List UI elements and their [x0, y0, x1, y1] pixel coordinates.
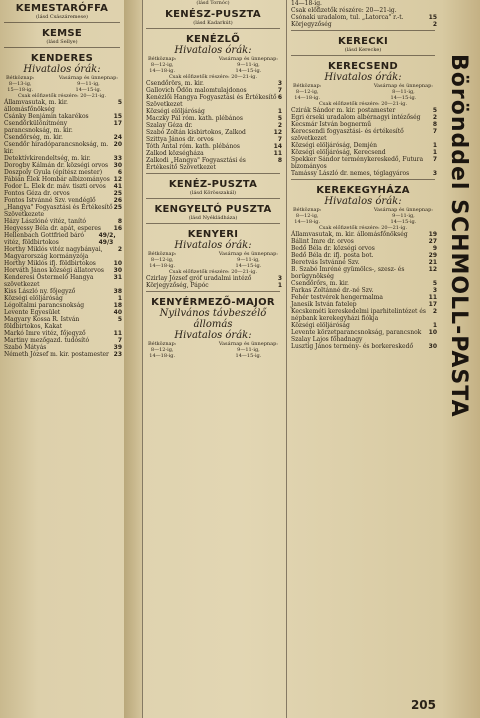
entry-number: 25	[113, 190, 122, 197]
entry-number: 9	[432, 245, 437, 252]
entry-number: 1	[432, 142, 437, 149]
office-hours	[142, 341, 284, 359]
sunday-hours: Vasárnap és ünnepnap: 8—11-ig, 14—15-ig.	[373, 83, 433, 101]
entry-name: Beretvás Istvánné Szv.	[291, 259, 360, 266]
entry-number: 30	[113, 162, 122, 169]
office-hours-title: Hivatalos órák:	[174, 45, 252, 56]
directory-entry	[287, 121, 439, 128]
entry-number: 12	[113, 176, 122, 183]
entry-name: Kecskeméti kereskedelmi iparhitelintézet és népbank kerekegyházi fiókja	[291, 308, 426, 322]
section-header: KENÉZLŐ	[185, 34, 240, 45]
entry-name: Szabó Zoltán kisbirtokos, Zalkod	[146, 129, 246, 136]
divider	[291, 179, 435, 180]
directory-entry	[0, 274, 124, 288]
directory-entry	[0, 316, 124, 330]
entry-number: 8	[117, 218, 122, 225]
subscriber-note: Csak előfizetők részére: 20—21-ig.	[318, 101, 408, 107]
entry-number: 15	[428, 14, 437, 21]
public-station-label: Nyilvános távbeszélő állomás	[159, 308, 267, 330]
section-header: KENYERI	[187, 229, 239, 240]
directory-entry	[142, 157, 284, 171]
entry-number: 30	[428, 343, 437, 350]
entry-number: 33	[113, 155, 122, 162]
entry-name: Czirák Sándor m. kir. postamester	[291, 107, 396, 114]
entry-name: Községi elöljáróság, Kerecsend	[291, 149, 386, 156]
sunday-hours: Vasárnap és ünnepnap: 9—11-ig, 14—15-ig.	[373, 207, 433, 225]
directory-entry	[142, 136, 284, 143]
sunday-hours: Vasárnap és ünnepnap: 9—11-ig, 14—15-ig.	[58, 75, 118, 93]
entry-name: Gallovich Ödön malomtulajdonos	[146, 87, 247, 94]
section-sub: (lásd Körösszakál)	[189, 190, 237, 196]
directory-entry	[142, 129, 284, 136]
directory-entry	[287, 128, 439, 142]
directory-entry	[0, 204, 124, 218]
entry-number: 8	[432, 121, 437, 128]
column-right	[287, 0, 439, 718]
entry-name: Csónaki uradalom, tul. „Latorca" r.-t.	[291, 14, 404, 21]
entry-name: Községi elöljáróság	[4, 295, 63, 302]
entry-number: 12	[273, 129, 282, 136]
entry-number: 15	[113, 113, 122, 120]
entry-name: Hellenbach Gottfried báró vitéz, földbirtokos	[4, 232, 85, 246]
entry-number: 39	[113, 344, 122, 351]
divider	[146, 198, 280, 199]
divider	[4, 22, 120, 23]
entry-number: 5	[432, 107, 437, 114]
office-hours	[287, 83, 439, 101]
entry-name: Németh József m. kir. postamester	[4, 351, 109, 358]
entry-name: Kenderesi Östermelő Hangya szövetkezet	[4, 274, 94, 288]
column-middle	[142, 0, 284, 718]
directory-entry	[0, 267, 124, 274]
entry-name: Magyary Kossa R. István földbirtokos, Kakat	[4, 316, 80, 330]
entry-number: 5	[117, 316, 122, 323]
directory-entry	[287, 308, 439, 322]
entry-name: Horthy Miklós ifj. földbirtokos	[4, 260, 96, 267]
entry-name: Farkas Zoltánné dr.-né Szv.	[291, 287, 374, 294]
subscriber-note: Csak előfizetők részére: 20—21-ig.	[318, 225, 408, 231]
entry-number: 27	[428, 238, 437, 245]
directory-entry	[0, 260, 124, 267]
entry-name: Levente Egyesület	[4, 309, 61, 316]
directory-entry	[0, 302, 124, 309]
page-gutter	[124, 0, 142, 718]
entry-number: 7	[277, 87, 282, 94]
entry-name: Kiss László ny. főjegyző	[4, 288, 76, 295]
directory-entry	[0, 218, 124, 225]
directory-entry	[287, 329, 439, 343]
section-header: KERECKI	[337, 36, 389, 47]
entry-name: Csánky Benjámin takarékos	[4, 113, 89, 120]
entry-name: Államvasutak, m. kir. állomásfőnökség	[4, 99, 68, 113]
entry-number: 49/2, 49/3	[98, 232, 116, 246]
entry-name: Községi elöljáróság, Demjén	[291, 142, 377, 149]
weekday-hours: Bétköznap: 8—12-ig, 14—18-ig.	[293, 207, 322, 225]
entry-name: Kenézlői Hangya Fogyasztási és Értékesítő Szövetkezet	[146, 94, 277, 108]
entry-name: Szittya János dr. orvos	[146, 136, 214, 143]
directory-entry	[0, 330, 124, 337]
directory-entry	[142, 143, 284, 150]
entry-name: Doszpoly Gyula (építész mester)	[4, 169, 103, 176]
directory-entry	[287, 0, 439, 7]
directory-entry	[287, 287, 439, 294]
directory-entry	[142, 282, 284, 289]
entry-name: Horthy Miklós vitéz nagybányai, Magyarország kormányzója	[4, 246, 103, 260]
divider	[146, 291, 280, 292]
entry-name: Szalay Géza dr.	[146, 122, 193, 129]
entry-number: 1	[432, 149, 437, 156]
entry-name: Detektívkirendeltség, m. kir.	[4, 155, 91, 162]
entry-number: 7	[277, 136, 282, 143]
entry-name: 14—18-ig.	[291, 0, 322, 7]
directory-entry	[142, 80, 284, 87]
directory-entry	[0, 288, 124, 295]
subscriber-note: Csak előfizetők részére: 20—21-ig.	[168, 269, 258, 275]
entry-number: 3	[432, 170, 437, 177]
directory-entry	[287, 149, 439, 156]
entry-number: 1	[277, 282, 282, 289]
section-sub: (lásd Nyékládháza)	[188, 215, 238, 221]
entry-name: Csendőrörs, m. kir.	[146, 80, 204, 87]
entry-list	[142, 275, 284, 289]
directory-entry	[142, 108, 284, 115]
section-sub: (lásd Sellye)	[46, 39, 78, 45]
directory-entry	[0, 141, 124, 155]
office-hours-title: Hivatalos órák:	[324, 72, 402, 83]
section-header: KEREKEGYHÁZA	[316, 185, 410, 196]
directory-entry	[0, 162, 124, 169]
entry-name: Csendőrség, m. kir.	[4, 134, 63, 141]
directory-entry	[287, 107, 439, 114]
entry-name: Dorogby Kálmán dr. községi orvos	[4, 162, 109, 169]
entry-number: 23	[113, 351, 122, 358]
directory-entry	[142, 275, 284, 282]
section-header: KENÉZ-PUSZTA	[168, 179, 258, 190]
entry-name: Kerecsendi fogyasztási- és értékesítő szövetkezet	[291, 128, 404, 142]
entry-name: Levente körzetparancsnokság, parancsnok Szalay Lajos főhadnagy	[291, 329, 422, 343]
directory-entry	[287, 280, 439, 287]
directory-entry	[0, 344, 124, 351]
entry-number: 7	[117, 337, 122, 344]
entry-number: 38	[113, 288, 122, 295]
weekday-hours: Bétköznap: 8—12-ig, 14—18-ig.	[293, 83, 322, 101]
entry-name: „Hangya" Fogyasztási és Értékesítő Szövetkezete	[4, 204, 113, 218]
directory-entry	[0, 155, 124, 162]
directory-entry	[287, 238, 439, 245]
directory-entry	[0, 113, 124, 120]
entry-name: Fábián Elek Hombár albizományos	[4, 176, 110, 183]
entry-name: Községi elöljáróság	[291, 322, 350, 329]
directory-entry	[287, 142, 439, 149]
entry-number: 10	[428, 329, 437, 336]
section-header: KERECSEND	[327, 61, 399, 72]
entry-name: Csendőr hiradóparancsnokság, m. kir.	[4, 141, 109, 155]
entry-name: Községi elöljáróság	[146, 108, 205, 115]
directory-entry	[142, 115, 284, 122]
entry-list	[287, 0, 439, 28]
entry-name: Körjegyzőség	[291, 21, 332, 28]
directory-entry	[0, 183, 124, 190]
directory-entry	[0, 337, 124, 344]
subscriber-note: Csak előfizetők részére: 20—21-ig.	[168, 74, 258, 80]
entry-number: 8	[277, 157, 282, 164]
entry-name: Bedő Béla dr. ifj. posta bot.	[291, 252, 374, 259]
sunday-hours: Vasárnap és ünnepnap: 9—11-ig, 14—15-ig.	[218, 251, 278, 269]
entry-number: 3	[432, 287, 437, 294]
directory-entry	[287, 14, 439, 21]
entry-name: Lusztig János termény- és borkereskedő	[291, 343, 414, 350]
section-header: KENDERES	[30, 53, 94, 64]
office-hours-title: Hivatalos órák:	[23, 64, 101, 75]
entry-name: B. Szabó Imréné gyümölcs-, szesz- és borügynökség	[291, 266, 405, 280]
entry-name: Légoltalmi parancsnokság	[4, 302, 85, 309]
entry-number: 11	[428, 294, 437, 301]
entry-name: Tamássy László dr. nemes, téglagyáros	[291, 170, 410, 177]
entry-number: 29	[428, 252, 437, 259]
entry-name: Bálint Imre dr. orvos	[291, 238, 354, 245]
directory-entry	[287, 252, 439, 259]
subscriber-note: Csak előfizetők részére: 20—21-ig.	[17, 93, 107, 99]
directory-entry	[0, 246, 124, 260]
entry-number: 7	[432, 156, 437, 163]
section-sub: (lásd Kadarkút)	[193, 20, 233, 26]
entry-name: Maczky Pál róm. kath. plébános	[146, 115, 243, 122]
entry-name: Tóth Antal róm. kath. plébános	[146, 143, 240, 150]
office-hours	[0, 75, 124, 93]
directory-entry	[0, 309, 124, 316]
entry-name: Körjegyzőség, Pápóc	[146, 282, 209, 289]
weekday-hours: Bétköznap: 8—13-ig, 15—18-ig.	[6, 75, 35, 93]
entry-number: 17	[113, 120, 122, 127]
divider	[146, 28, 280, 29]
entry-number: 1	[432, 322, 437, 329]
entry-name: Hegyessy Béla dr. apát, esperes	[4, 225, 101, 232]
entry-number: 17	[428, 301, 437, 308]
entry-number: 16	[113, 225, 122, 232]
directory-entry	[0, 99, 124, 113]
entry-number: 1	[277, 108, 282, 115]
directory-entry	[287, 266, 439, 280]
entry-number: 24	[113, 134, 122, 141]
entry-number: 2	[432, 308, 437, 315]
column-left	[0, 0, 124, 718]
directory-entry	[0, 197, 124, 204]
entry-list	[287, 231, 439, 350]
directory-entry	[0, 295, 124, 302]
entry-number: 18	[113, 302, 122, 309]
entry-number: 2	[277, 122, 282, 129]
top-note: (lásd Tornóc)	[196, 0, 230, 6]
weekday-hours: Bétköznap: 8—12-ig, 14—18-ig.	[148, 251, 177, 269]
directory-entry	[0, 169, 124, 176]
entry-number: 11	[113, 330, 122, 337]
section-header: KENÉSZ-PUSZTA	[165, 9, 261, 20]
office-hours	[142, 56, 284, 74]
entry-number: 40	[113, 309, 122, 316]
directory-entry	[142, 94, 284, 108]
entry-list	[0, 99, 124, 358]
entry-number: 3	[277, 80, 282, 87]
directory-entry	[287, 322, 439, 329]
entry-name: Kecsmár István bognermű	[291, 121, 372, 128]
weekday-hours: Bétköznap: 8—12-ig, 14—18-ig.	[148, 56, 177, 74]
section-sub: (lásd Kerecke)	[344, 47, 382, 53]
directory-entry	[287, 259, 439, 266]
weekday-hours: Bétköznap: 8—12-ig, 14—18-ig.	[148, 341, 177, 359]
directory-entry	[0, 232, 124, 246]
divider	[146, 223, 280, 224]
directory-entry	[287, 301, 439, 308]
entry-name: Janesik István fatelep	[291, 301, 357, 308]
entry-list	[142, 80, 284, 171]
page-number: 205	[410, 698, 436, 712]
entry-number: 6	[117, 169, 122, 176]
entry-name: Zalkod községháza	[146, 150, 204, 157]
entry-number: 12	[428, 266, 437, 273]
entry-number: 10	[113, 260, 122, 267]
office-hours-title: Hivatalos órák:	[324, 196, 402, 207]
directory-entry	[0, 176, 124, 183]
directory-entry	[287, 156, 439, 170]
entry-name: Csendőrkülönítmény parancsnokság, m. kir.	[4, 120, 73, 134]
directory-entry	[0, 225, 124, 232]
section-header: KENGYELTÓ PUSZTA	[154, 204, 272, 215]
directory-entry	[142, 150, 284, 157]
divider	[291, 30, 435, 31]
advertisement-text: Börönddel SCHMOLL-PASTA	[446, 54, 471, 418]
entry-number: 5	[277, 115, 282, 122]
directory-entry	[287, 114, 439, 121]
entry-name: Martiny mezőgazd. tudósító	[4, 337, 90, 344]
directory-entry	[287, 21, 439, 28]
office-hours-title: Hivatalos órák:	[174, 330, 252, 341]
entry-number: 21	[428, 259, 437, 266]
entry-name: Államvasutak, m. kir. állomásfőnökség	[291, 231, 408, 238]
directory-entry	[287, 170, 439, 177]
sunday-hours: Vasárnap és ünnepnap: 9—11-ig, 14—15-ig.	[218, 56, 278, 74]
entry-number: 41	[113, 183, 122, 190]
entry-name: Markó Imre vitéz, főjegyző	[4, 330, 86, 337]
entry-name: Szabó Mátyás	[4, 344, 47, 351]
entry-number: 3	[277, 275, 282, 282]
directory-entry	[287, 7, 439, 14]
entry-number: 2	[117, 246, 122, 253]
directory-entry	[142, 122, 284, 129]
entry-name: Csak előfizetők részére: 20—21-ig.	[291, 7, 397, 14]
directory-entry	[0, 351, 124, 358]
directory-entry	[287, 245, 439, 252]
entry-number: 5	[432, 280, 437, 287]
entry-number: 2	[432, 114, 437, 121]
entry-name: Fodor L. Elek dr. máv. tiszti orvos	[4, 183, 106, 190]
entry-number: 30	[113, 267, 122, 274]
entry-name: Horváth János községi állatorvos	[4, 267, 104, 274]
entry-name: Csendőrőrs, m. kir.	[291, 280, 349, 287]
entry-name: Bedő Béla dr. községi orvos	[291, 245, 375, 252]
entry-name: Házy Lászlóné vitéz, tanító	[4, 218, 86, 225]
section-sub: (lásd Császáremese)	[36, 14, 88, 20]
entry-number: 20	[113, 141, 122, 148]
section-header: KENYÉRMEZŐ-MAJOR	[151, 297, 275, 308]
office-hours	[287, 207, 439, 225]
directory-entry	[0, 120, 124, 134]
directory-entry	[0, 190, 124, 197]
directory-entry	[287, 343, 439, 350]
office-hours	[142, 251, 284, 269]
directory-entry	[142, 87, 284, 94]
divider	[146, 173, 280, 174]
entry-number: 14	[273, 143, 282, 150]
entry-number: 31	[113, 274, 122, 281]
entry-number: 1	[117, 295, 122, 302]
side-advertisement	[440, 0, 480, 718]
entry-number: 6	[277, 94, 282, 101]
section-header: KEMSE	[41, 28, 83, 39]
directory-entry	[0, 134, 124, 141]
entry-name: Czirlay József gróf uradalmi intéző	[146, 275, 252, 282]
section-header: KEMESTARÓFFA	[15, 3, 109, 14]
entry-number: 5	[117, 99, 122, 106]
directory-entry	[287, 294, 439, 301]
entry-name: Fehér testvérek hengermalma	[291, 294, 383, 301]
entry-number: 26	[113, 197, 122, 204]
entry-number: 19	[428, 231, 437, 238]
sunday-hours: Vasárnap és ünnepnap: 9—11-ig, 14—15-ig.	[218, 341, 278, 359]
entry-list	[287, 107, 439, 177]
entry-number: 11	[273, 150, 282, 157]
divider	[4, 47, 120, 48]
entry-number: 2	[432, 21, 437, 28]
entry-name: Fontos Istvánné Szv. vendéglő	[4, 197, 96, 204]
entry-name: Fontos Géza dr. orvos	[4, 190, 70, 197]
entry-number: 25	[113, 204, 122, 211]
entry-name: Zalkodi „Hangya" Fogyasztási és Értékesítő Szövetkezet	[146, 157, 246, 171]
office-hours-title: Hivatalos órák:	[174, 240, 252, 251]
entry-number: 7	[432, 128, 437, 135]
entry-name: Spekker Sándor terménykereskedő, Futura bizományos	[291, 156, 424, 170]
directory-entry	[287, 231, 439, 238]
divider	[291, 55, 435, 56]
entry-name: Egri érseki uradalom albérnagyi intézőség	[291, 114, 421, 121]
